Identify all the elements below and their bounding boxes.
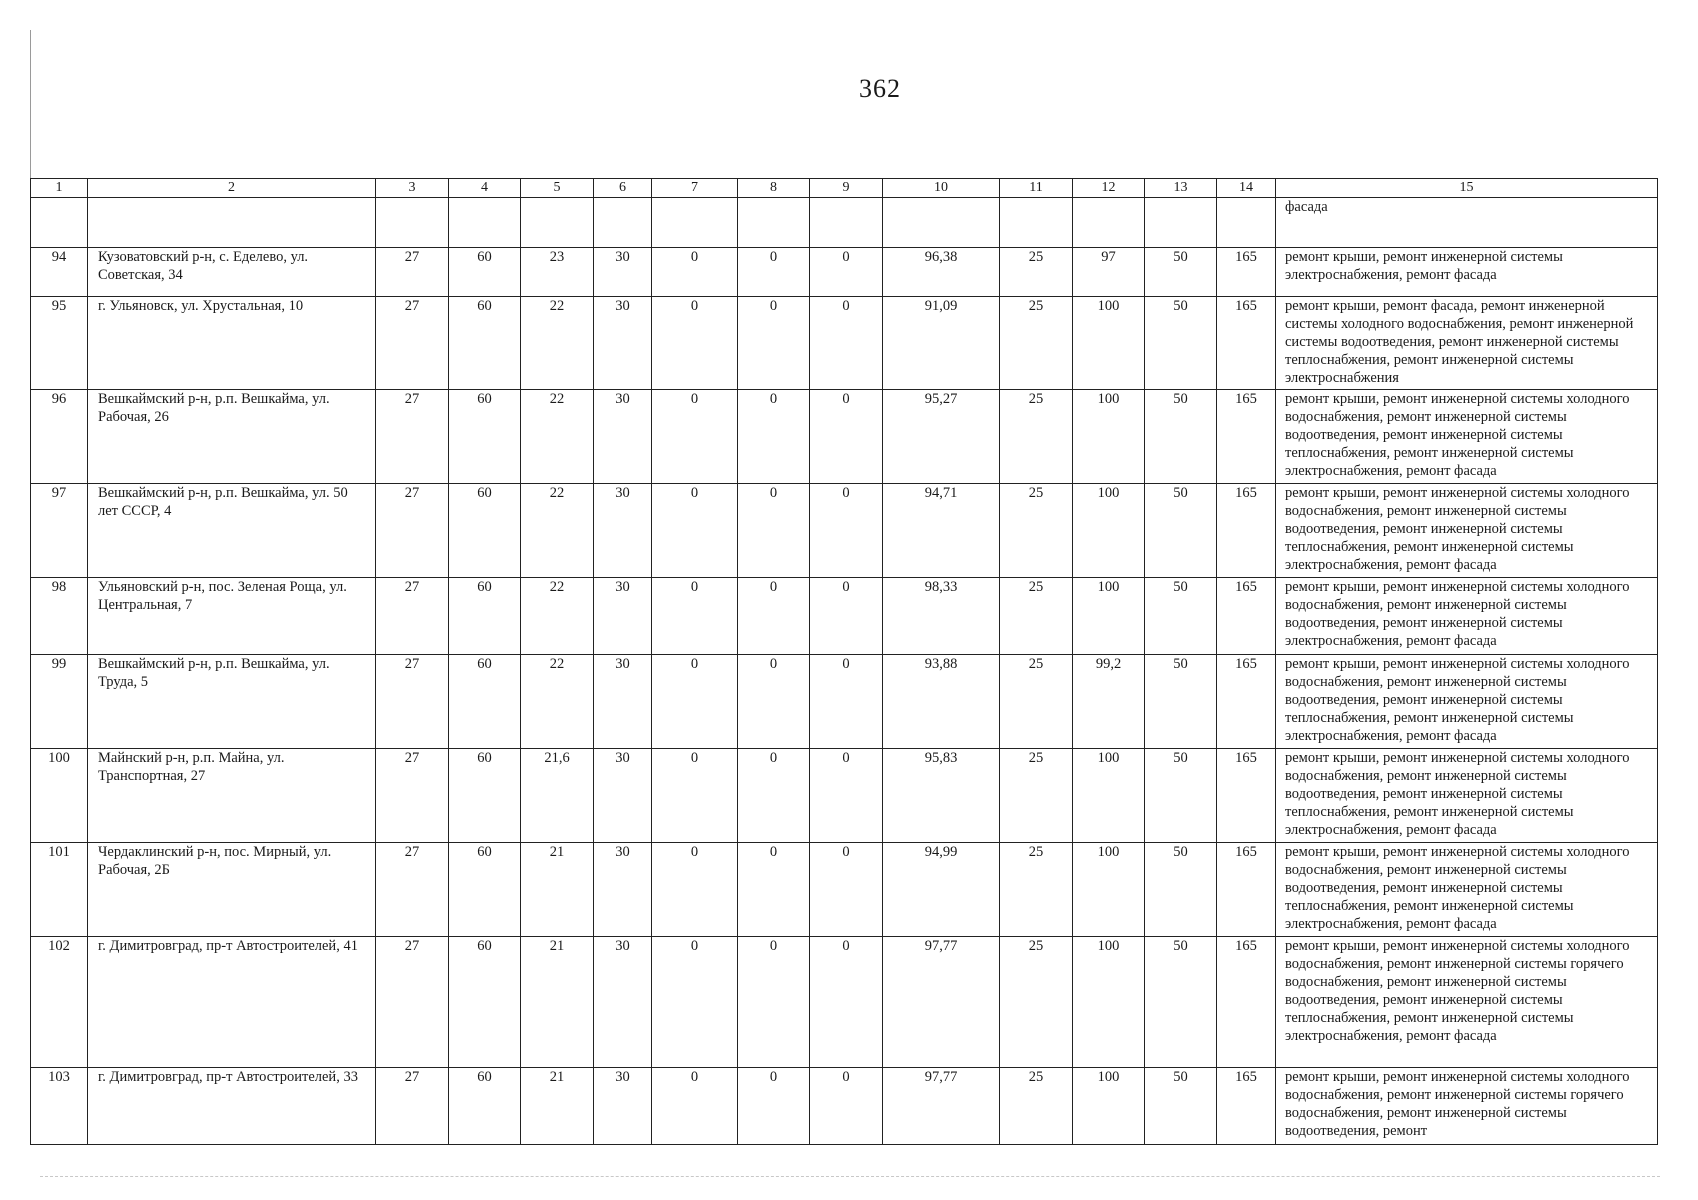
value-col-14: 165 (1217, 578, 1276, 655)
value-col-8: 0 (738, 390, 810, 484)
value-col-9: 0 (810, 297, 883, 390)
value-col-4: 60 (449, 1068, 521, 1145)
value-col-12: 100 (1073, 578, 1145, 655)
value-col-6: 30 (594, 578, 652, 655)
value-col-4: 60 (449, 937, 521, 1068)
table-row (31, 937, 1658, 1068)
value-col-8: 0 (738, 578, 810, 655)
address: Вешкаймский р-н, р.п. Вешкайма, ул. 50 лет СССР, 4 (88, 484, 376, 578)
address: г. Димитровград, пр-т Автостроителей, 41 (88, 937, 376, 1068)
value-col-10: 97,77 (883, 937, 1000, 1068)
row-number: 97 (31, 484, 88, 578)
value-col-3: 27 (376, 655, 449, 749)
work-description: ремонт крыши, ремонт инженерной системы холодного водоснабжения, ремонт инженерной системы горячего водоснабжения, ремонт инженерной системы водоотведения, ремонт инженерной системы теплоснабжения, ремонт инженерной системы электроснабжения, ремонт фасада (1276, 937, 1658, 1068)
value-col-12: 100 (1073, 390, 1145, 484)
address: Кузоватовский р-н, с. Еделево, ул. Советская, 34 (88, 248, 376, 297)
value-col-8: 0 (738, 297, 810, 390)
row-number: 96 (31, 390, 88, 484)
value-col-7: 0 (652, 749, 738, 843)
value-col-5: 22 (521, 484, 594, 578)
work-description: ремонт крыши, ремонт инженерной системы холодного водоснабжения, ремонт инженерной системы водоотведения, ремонт инженерной системы теплоснабжения, ремонт инженерной системы электроснабжения, ремонт фасада (1276, 655, 1658, 749)
value-col-12: 100 (1073, 843, 1145, 937)
repair-table (30, 178, 1658, 1145)
col-header: 3 (376, 179, 449, 198)
value-col-11: 25 (1000, 578, 1073, 655)
value-col-8: 0 (738, 937, 810, 1068)
value-col-5: 21 (521, 1068, 594, 1145)
value-col-13: 50 (1145, 937, 1217, 1068)
address: Вешкаймский р-н, р.п. Вешкайма, ул. Рабочая, 26 (88, 390, 376, 484)
col-header: 5 (521, 179, 594, 198)
value-col-4: 60 (449, 248, 521, 297)
value-col-3: 27 (376, 749, 449, 843)
value-col-8: 0 (738, 1068, 810, 1145)
row-number: 99 (31, 655, 88, 749)
value-col-12: 99,2 (1073, 655, 1145, 749)
page-number: 362 (859, 74, 901, 103)
value-col-7: 0 (652, 297, 738, 390)
value-col-3: 27 (376, 578, 449, 655)
table-row (31, 843, 1658, 937)
value-col-14: 165 (1217, 248, 1276, 297)
table-row (31, 390, 1658, 484)
value-col-13: 50 (1145, 843, 1217, 937)
value-col-9: 0 (810, 937, 883, 1068)
table-row (31, 1068, 1658, 1145)
value-col-7: 0 (652, 843, 738, 937)
col-header: 2 (88, 179, 376, 198)
value-col-14: 165 (1217, 655, 1276, 749)
value-col-3: 27 (376, 484, 449, 578)
value-col-8: 0 (738, 484, 810, 578)
value-col-9: 0 (810, 578, 883, 655)
value-col-13: 50 (1145, 749, 1217, 843)
value-col-11: 25 (1000, 297, 1073, 390)
work-description: ремонт крыши, ремонт инженерной системы холодного водоснабжения, ремонт инженерной системы водоотведения, ремонт инженерной системы теплоснабжения, ремонт инженерной системы электроснабжения, ремонт фасада (1276, 484, 1658, 578)
value-col-14: 165 (1217, 937, 1276, 1068)
address: г. Димитровград, пр-т Автостроителей, 33 (88, 1068, 376, 1145)
value-col-4: 60 (449, 297, 521, 390)
value-col-13: 50 (1145, 1068, 1217, 1145)
value-col-10: 97,77 (883, 1068, 1000, 1145)
value-col-11: 25 (1000, 1068, 1073, 1145)
value-col-14: 165 (1217, 749, 1276, 843)
value-col-10: 91,09 (883, 297, 1000, 390)
value-col-13: 50 (1145, 248, 1217, 297)
value-col-10: 93,88 (883, 655, 1000, 749)
value-col-12: 100 (1073, 1068, 1145, 1145)
column-number-row (31, 179, 1658, 198)
value-col-11: 25 (1000, 937, 1073, 1068)
value-col-14: 165 (1217, 297, 1276, 390)
value-col-6: 30 (594, 655, 652, 749)
col-header: 10 (883, 179, 1000, 198)
value-col-13: 50 (1145, 655, 1217, 749)
value-col-10: 94,99 (883, 843, 1000, 937)
value-col-13: 50 (1145, 484, 1217, 578)
value-col-5: 21,6 (521, 749, 594, 843)
value-col-14: 165 (1217, 843, 1276, 937)
value-col-4: 60 (449, 749, 521, 843)
value-col-3: 27 (376, 248, 449, 297)
value-col-4: 60 (449, 578, 521, 655)
value-col-10: 96,38 (883, 248, 1000, 297)
value-col-4: 60 (449, 655, 521, 749)
work-description: ремонт крыши, ремонт инженерной системы электроснабжения, ремонт фасада (1276, 248, 1658, 297)
work-description: ремонт крыши, ремонт инженерной системы холодного водоснабжения, ремонт инженерной системы водоотведения, ремонт инженерной системы теплоснабжения, ремонт инженерной системы электроснабжения, ремонт фасада (1276, 749, 1658, 843)
value-col-6: 30 (594, 390, 652, 484)
row-number: 102 (31, 937, 88, 1068)
value-col-4: 60 (449, 843, 521, 937)
value-col-8: 0 (738, 248, 810, 297)
value-col-9: 0 (810, 248, 883, 297)
table-row (31, 749, 1658, 843)
value-col-8: 0 (738, 843, 810, 937)
value-col-10: 95,83 (883, 749, 1000, 843)
value-col-12: 100 (1073, 937, 1145, 1068)
col-header: 9 (810, 179, 883, 198)
value-col-12: 100 (1073, 297, 1145, 390)
col-header: 7 (652, 179, 738, 198)
value-col-10: 95,27 (883, 390, 1000, 484)
value-col-3: 27 (376, 390, 449, 484)
value-col-7: 0 (652, 390, 738, 484)
value-col-14: 165 (1217, 1068, 1276, 1145)
col-header: 14 (1217, 179, 1276, 198)
value-col-7: 0 (652, 484, 738, 578)
table-row (31, 578, 1658, 655)
value-col-5: 22 (521, 578, 594, 655)
value-col-9: 0 (810, 749, 883, 843)
col-header: 15 (1276, 179, 1658, 198)
value-col-6: 30 (594, 749, 652, 843)
value-col-4: 60 (449, 390, 521, 484)
value-col-5: 22 (521, 390, 594, 484)
value-col-6: 30 (594, 1068, 652, 1145)
row-number: 98 (31, 578, 88, 655)
value-col-10: 94,71 (883, 484, 1000, 578)
address: Чердаклинский р-н, пос. Мирный, ул. Рабочая, 2Б (88, 843, 376, 937)
address: Ульяновский р-н, пос. Зеленая Роща, ул. Центральная, 7 (88, 578, 376, 655)
value-col-13: 50 (1145, 390, 1217, 484)
value-col-3: 27 (376, 843, 449, 937)
work-description: фасада (1276, 198, 1658, 248)
value-col-4: 60 (449, 484, 521, 578)
value-col-11: 25 (1000, 484, 1073, 578)
row-number: 101 (31, 843, 88, 937)
value-col-9: 0 (810, 655, 883, 749)
value-col-3: 27 (376, 937, 449, 1068)
value-col-13: 50 (1145, 578, 1217, 655)
col-header: 6 (594, 179, 652, 198)
value-col-9: 0 (810, 390, 883, 484)
value-col-3: 27 (376, 297, 449, 390)
value-col-10: 98,33 (883, 578, 1000, 655)
col-header: 13 (1145, 179, 1217, 198)
value-col-5: 23 (521, 248, 594, 297)
value-col-9: 0 (810, 843, 883, 937)
value-col-11: 25 (1000, 248, 1073, 297)
table-row (31, 655, 1658, 749)
value-col-6: 30 (594, 297, 652, 390)
value-col-12: 100 (1073, 484, 1145, 578)
table-row (31, 484, 1658, 578)
row-number: 95 (31, 297, 88, 390)
value-col-11: 25 (1000, 749, 1073, 843)
value-col-7: 0 (652, 655, 738, 749)
col-header: 8 (738, 179, 810, 198)
col-header: 11 (1000, 179, 1073, 198)
col-header: 12 (1073, 179, 1145, 198)
address: г. Ульяновск, ул. Хрустальная, 10 (88, 297, 376, 390)
work-description: ремонт крыши, ремонт фасада, ремонт инженерной системы холодного водоснабжения, ремонт инженерной системы водоотведения, ремонт инженерной системы теплоснабжения, ремонт инженерной системы электроснабжения (1276, 297, 1658, 390)
value-col-6: 30 (594, 248, 652, 297)
value-col-5: 22 (521, 655, 594, 749)
work-description: ремонт крыши, ремонт инженерной системы холодного водоснабжения, ремонт инженерной системы водоотведения, ремонт инженерной системы теплоснабжения, ремонт инженерной системы электроснабжения, ремонт фасада (1276, 843, 1658, 937)
value-col-5: 21 (521, 843, 594, 937)
value-col-7: 0 (652, 578, 738, 655)
value-col-12: 100 (1073, 749, 1145, 843)
value-col-11: 25 (1000, 655, 1073, 749)
value-col-7: 0 (652, 937, 738, 1068)
value-col-7: 0 (652, 248, 738, 297)
value-col-7: 0 (652, 1068, 738, 1145)
value-col-8: 0 (738, 655, 810, 749)
value-col-6: 30 (594, 843, 652, 937)
work-description: ремонт крыши, ремонт инженерной системы холодного водоснабжения, ремонт инженерной системы горячего водоснабжения, ремонт инженерной системы водоотведения, ремонт (1276, 1068, 1658, 1145)
row-number: 100 (31, 749, 88, 843)
value-col-13: 50 (1145, 297, 1217, 390)
col-header: 1 (31, 179, 88, 198)
value-col-14: 165 (1217, 484, 1276, 578)
value-col-5: 22 (521, 297, 594, 390)
col-header: 4 (449, 179, 521, 198)
value-col-12: 97 (1073, 248, 1145, 297)
value-col-8: 0 (738, 749, 810, 843)
value-col-6: 30 (594, 484, 652, 578)
scan-edge (40, 1176, 1660, 1178)
value-col-14: 165 (1217, 390, 1276, 484)
work-description: ремонт крыши, ремонт инженерной системы холодного водоснабжения, ремонт инженерной системы водоотведения, ремонт инженерной системы электроснабжения, ремонт фасада (1276, 578, 1658, 655)
value-col-9: 0 (810, 484, 883, 578)
address: Майнский р-н, р.п. Майна, ул. Транспортная, 27 (88, 749, 376, 843)
value-col-11: 25 (1000, 843, 1073, 937)
value-col-11: 25 (1000, 390, 1073, 484)
work-description: ремонт крыши, ремонт инженерной системы холодного водоснабжения, ремонт инженерной системы водоотведения, ремонт инженерной системы теплоснабжения, ремонт инженерной системы электроснабжения, ремонт фасада (1276, 390, 1658, 484)
table-row (31, 248, 1658, 297)
row-number: 103 (31, 1068, 88, 1145)
table-row (31, 297, 1658, 390)
value-col-3: 27 (376, 1068, 449, 1145)
continuation-row (31, 198, 1658, 248)
value-col-6: 30 (594, 937, 652, 1068)
value-col-9: 0 (810, 1068, 883, 1145)
address: Вешкаймский р-н, р.п. Вешкайма, ул. Труда, 5 (88, 655, 376, 749)
row-number: 94 (31, 248, 88, 297)
value-col-5: 21 (521, 937, 594, 1068)
